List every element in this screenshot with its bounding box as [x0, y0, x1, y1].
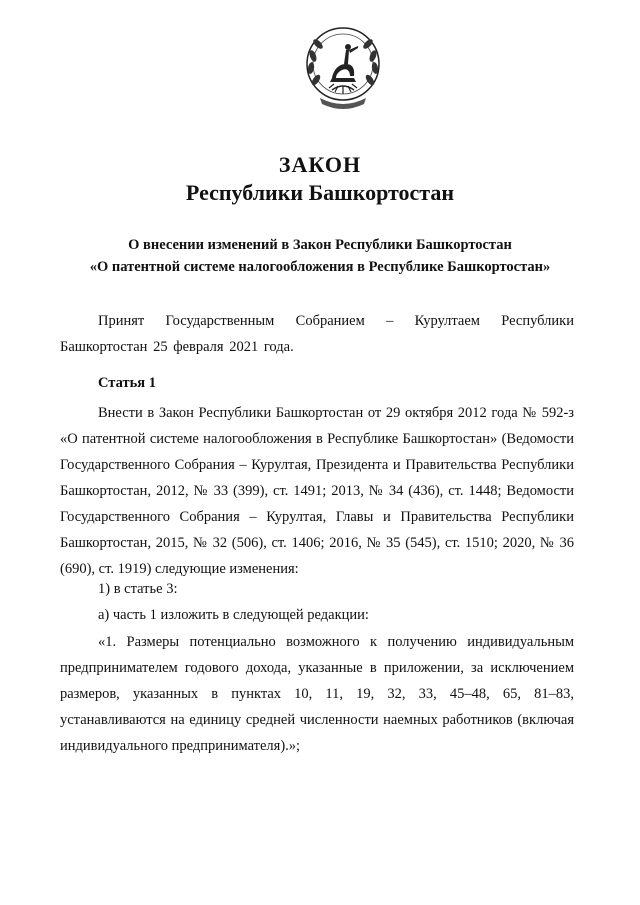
list-item: а) часть 1 изложить в следующей редакции: — [98, 607, 369, 623]
bashkortostan-coat-of-arms-icon — [302, 20, 384, 112]
law-subject-line2: «О патентной системе налогообложения в Республике Башкортостан» — [89, 259, 551, 275]
list-item: 1) в статье 3: — [98, 581, 178, 597]
quoted-amendment-paragraph: «1. Размеры потенциально возможного к получению индивидуальным предпринимателем годового дохода, указанные в приложении, за исключением размеров, указанных в пунктах 10, 11, 19, 32, 33, 45–48, 65, 81–83, устанавливаются на единицу средней численности наемных работников (включая индивидуального предпринимателя).»; — [60, 634, 574, 754]
adoption-statement: Принят Государственным Собранием – Курултаем Республики Башкортостан 25 февраля 2021 года. — [60, 313, 574, 355]
law-subject-line1: О внесении изменений в Закон Республики Башкортостан — [128, 237, 512, 253]
issuer-title: Республики Башкортостан — [185, 180, 455, 205]
document-type-title: ЗАКОН — [278, 152, 362, 177]
article-heading: Статья 1 — [98, 375, 156, 391]
article-intro-paragraph: Внести в Закон Республики Башкортостан от 29 октября 2012 года № 592-з «О патентной системе налогообложения в Республике Башкортостан» (Ведомости Государственного Собрания – Курултая, Президента и Правительства Республики Башкортостан, 2012, № 33 (399), ст. 1491; 2013, № 34 (436), ст. 1448; Ведомости Государственного Собрания – Курултая, Главы и Правительства Республики Башкортостан, 2015, № 32 (506), ст. 1406; 2016, № 35 (545), ст. 1510; 2020, № 36 (690), ст. 1919) следующие изменения: — [60, 405, 574, 577]
